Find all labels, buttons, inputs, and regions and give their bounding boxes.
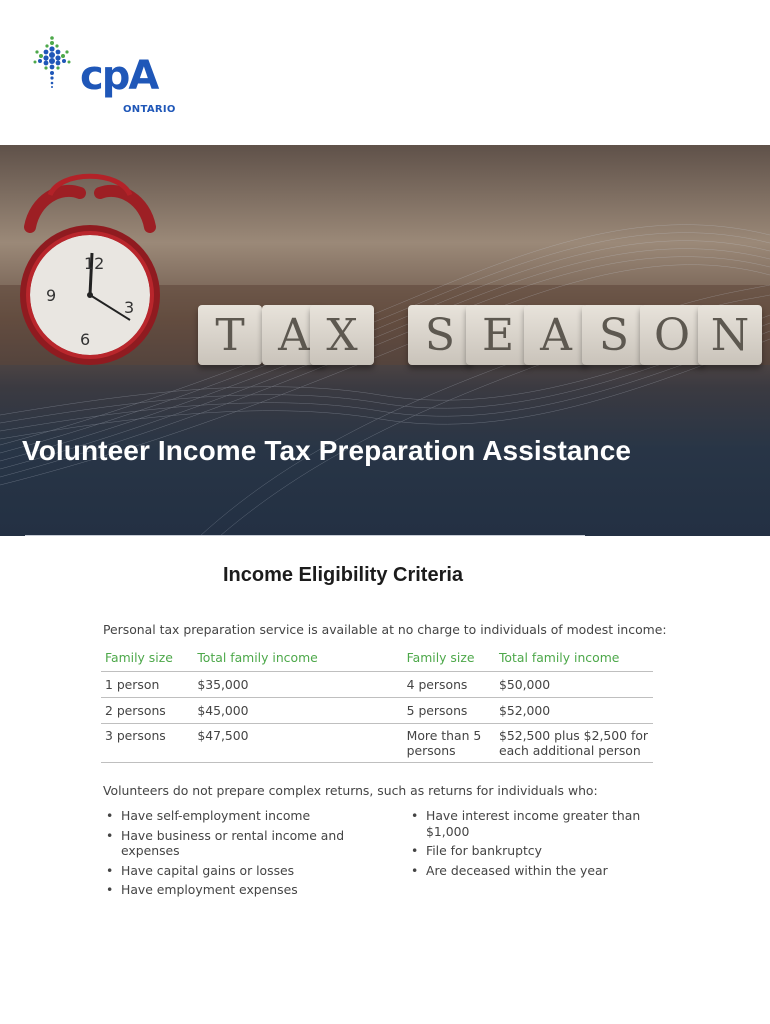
table-cell: 3 persons [101,724,193,763]
eligibility-table [101,645,653,763]
tile-x: X [310,305,374,365]
list-item: • Have capital gains or losses [103,863,403,879]
list-item: • Are deceased within the year [408,863,648,879]
column-header: Family size [101,645,193,672]
tile-s1: S [408,305,472,365]
maple-leaf-dots-icon [32,34,82,94]
exclusion-list-right [408,808,648,882]
column-header: Total family income [193,645,402,672]
list-item: • Have employment expenses [103,882,403,898]
logo-wordmark: cpA [80,53,158,99]
exclusion-list-left [103,808,403,902]
table-cell: $52,000 [495,698,653,724]
logo-subtitle: ONTARIO [123,104,176,115]
cpa-ontario-logo [32,34,192,120]
tile-e: E [466,305,530,365]
page-title: Volunteer Income Tax Preparation Assistance [22,435,632,466]
hero-banner [0,145,770,536]
table-cell: 1 person [101,672,193,698]
tile-a2: A [524,305,588,365]
table-cell: $45,000 [193,698,402,724]
svg-text:9: 9 [46,286,57,305]
column-header: Family size [403,645,495,672]
svg-text:3: 3 [124,298,135,317]
list-item: • Have self-employment income [103,808,403,824]
tile-n: N [698,305,762,365]
section-intro: Personal tax preparation service is available at no charge to individuals of modest income: [103,622,667,637]
table-cell: 4 persons [403,672,495,698]
table-cell: $50,000 [495,672,653,698]
table-cell: $52,500 plus $2,500 for each additional person [495,724,653,763]
table-row [101,672,653,698]
table-cell: $35,000 [193,672,402,698]
tile-s2: S [582,305,646,365]
table-row [101,698,653,724]
title-divider [25,535,585,536]
table-cell: 5 persons [403,698,495,724]
column-header: Total family income [495,645,653,672]
table-cell: $47,500 [193,724,402,763]
tile-o: O [640,305,704,365]
svg-text:6: 6 [80,330,91,349]
list-item: • Have business or rental income and expenses [103,828,403,859]
section-title: Income Eligibility Criteria [222,564,464,586]
table-cell: 2 persons [101,698,193,724]
list-item: • File for bankruptcy [408,843,648,859]
table-row [101,724,653,763]
list-item: • Have interest income greater than $1,000 [408,808,648,839]
svg-text:12: 12 [84,254,105,273]
tile-a: A [262,305,326,365]
table-header-row [101,645,653,672]
tile-t: T [198,305,262,365]
volunteers-intro: Volunteers do not prepare complex returns, such as returns for individuals who: [103,783,598,798]
table-cell: More than 5 persons [403,724,495,763]
